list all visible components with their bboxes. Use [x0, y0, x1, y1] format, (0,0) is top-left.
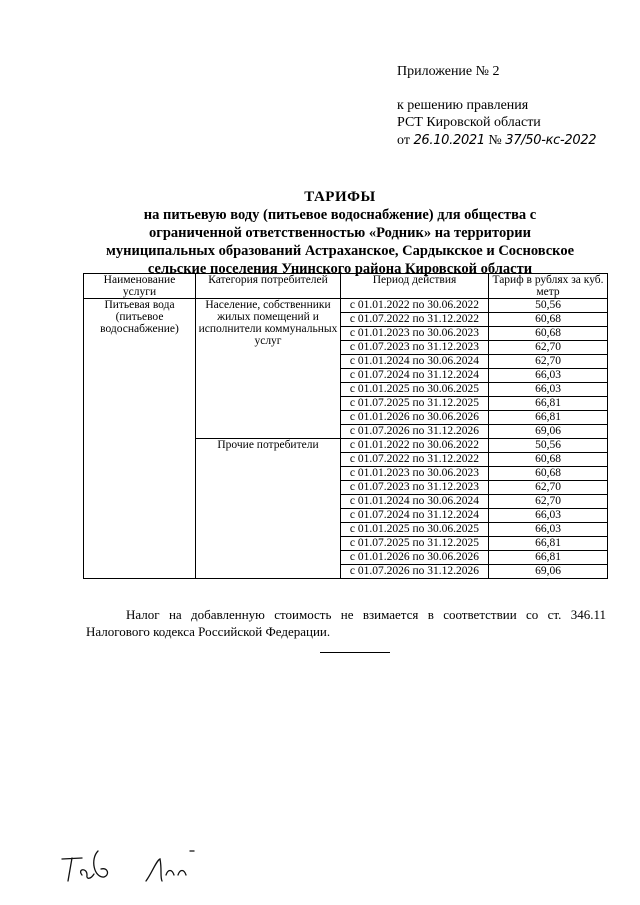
period-cell: с 01.01.2025 по 30.06.2025 [341, 383, 489, 397]
tariff-cell: 66,81 [489, 551, 608, 565]
vat-note [86, 606, 606, 640]
period-cell: с 01.01.2023 по 30.06.2023 [341, 327, 489, 341]
period-cell: с 01.01.2024 по 30.06.2024 [341, 355, 489, 369]
title-line-4: сельские поселения Унинского района Кировской области [147, 261, 533, 277]
header-service: Наименование услуги [84, 274, 196, 299]
service-name-cell: Питьевая вода (питьевое водоснабжение) [84, 299, 196, 579]
period-cell: с 01.07.2026 по 31.12.2026 [341, 565, 489, 579]
tariff-cell: 62,70 [489, 341, 608, 355]
vat-note-line-1: Налог на добавленную стоимость не взимается в соответствии со ст. 346.11 [126, 607, 606, 622]
period-cell: с 01.01.2023 по 30.06.2023 [341, 467, 489, 481]
title-line-1: на питьевую воду (питьевое водоснабжение) для общества с [143, 207, 537, 223]
decision-line-1: к решению правления [397, 98, 529, 113]
tariff-cell: 62,70 [489, 495, 608, 509]
appendix-title: Приложение № 2 [397, 64, 500, 79]
handwritten-signatures [60, 845, 220, 890]
tariff-cell: 66,81 [489, 537, 608, 551]
tariff-cell: 62,70 [489, 481, 608, 495]
category-cell: Население, собственники жилых помещений и исполнители коммунальных услуг [196, 299, 341, 439]
tariff-cell: 62,70 [489, 355, 608, 369]
tariff-cell: 66,81 [489, 397, 608, 411]
tariff-cell: 60,68 [489, 467, 608, 481]
tariff-cell: 60,68 [489, 313, 608, 327]
handwritten-number: 37/50-кс-2022 [505, 133, 597, 148]
decision-date-line [397, 133, 596, 149]
tariff-cell: 60,68 [489, 327, 608, 341]
tariff-cell: 66,03 [489, 509, 608, 523]
tariff-cell: 50,56 [489, 299, 608, 313]
tariff-cell: 66,81 [489, 411, 608, 425]
period-cell: с 01.01.2024 по 30.06.2024 [341, 495, 489, 509]
title-line-3: муниципальных образований Астраханское, Сардыкское и Сосновское [105, 243, 575, 259]
closing-rule [320, 652, 390, 653]
tariff-cell: 66,03 [489, 523, 608, 537]
signature-2 [146, 851, 194, 881]
table-body [84, 299, 608, 579]
period-cell: с 01.01.2025 по 30.06.2025 [341, 523, 489, 537]
period-cell: с 01.07.2022 по 31.12.2022 [341, 313, 489, 327]
period-cell: с 01.01.2026 по 30.06.2026 [341, 551, 489, 565]
title-line-2: ограниченной ответственностью «Родник» на территории [149, 225, 531, 241]
header-tariff: Тариф в рублях за куб. метр [489, 274, 608, 299]
title-main: ТАРИФЫ [304, 189, 376, 205]
tariff-cell: 50,56 [489, 439, 608, 453]
tariff-cell: 66,03 [489, 383, 608, 397]
tariff-cell: 66,03 [489, 369, 608, 383]
tariff-table [83, 273, 608, 579]
tariff-cell: 60,68 [489, 453, 608, 467]
tariff-cell: 69,06 [489, 425, 608, 439]
period-cell: с 01.07.2026 по 31.12.2026 [341, 425, 489, 439]
tariff-cell: 69,06 [489, 565, 608, 579]
period-cell: с 01.01.2022 по 30.06.2022 [341, 439, 489, 453]
period-cell: с 01.01.2022 по 30.06.2022 [341, 299, 489, 313]
date-prefix: от [397, 133, 410, 148]
decision-line-2: РСТ Кировской области [397, 115, 541, 130]
table-header-row [84, 274, 608, 299]
table-row [84, 299, 608, 313]
header-period: Период действия [341, 274, 489, 299]
period-cell: с 01.07.2022 по 31.12.2022 [341, 453, 489, 467]
header-category: Категория потребителей [196, 274, 341, 299]
document-title [60, 188, 620, 278]
period-cell: с 01.07.2024 по 31.12.2024 [341, 509, 489, 523]
period-cell: с 01.07.2023 по 31.12.2023 [341, 481, 489, 495]
period-cell: с 01.07.2023 по 31.12.2023 [341, 341, 489, 355]
category-cell: Прочие потребители [196, 439, 341, 579]
period-cell: с 01.07.2024 по 31.12.2024 [341, 369, 489, 383]
period-cell: с 01.07.2025 по 31.12.2025 [341, 537, 489, 551]
signature-1 [62, 851, 108, 881]
handwritten-date: 26.10.2021 [413, 133, 485, 148]
number-prefix: № [488, 133, 502, 148]
period-cell: с 01.01.2026 по 30.06.2026 [341, 411, 489, 425]
period-cell: с 01.07.2025 по 31.12.2025 [341, 397, 489, 411]
vat-note-line-2: Налогового кодекса Российской Федерации. [86, 624, 331, 639]
